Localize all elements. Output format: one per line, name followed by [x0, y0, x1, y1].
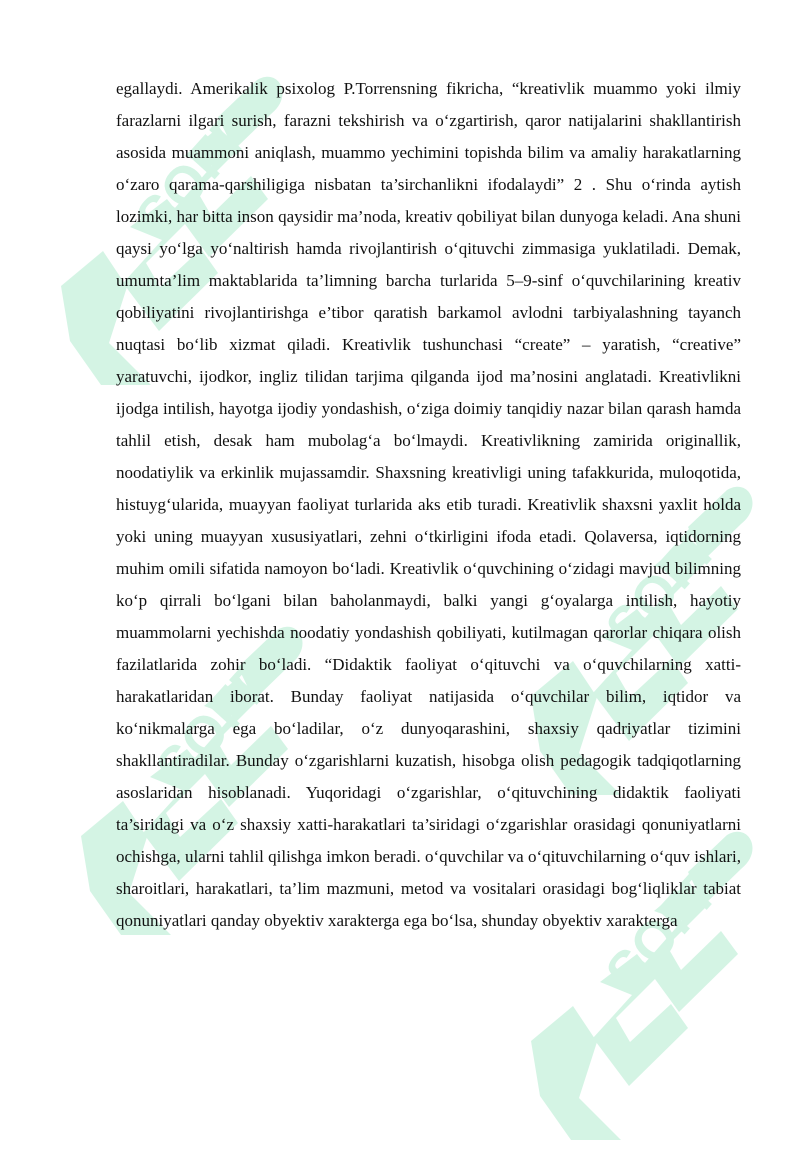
document-paragraph: egallaydi. Amerikalik psixolog P.Torrensning fikricha, “kreativlik muammo yoki ilmiy farazlarni ilgari surish, farazni tekshirish va o‘zgartirish, qaror natijalarini shakllantirish asosida muammoni aniqlash, muammo yechimini topishda bilim va amaliy harakatlarning o‘zaro qarama-qarshiligiga nisbatan ta’sirchanlikni ifodalaydi” 2 . Shu o‘rinda aytish lozimki, har bitta inson qaysidir ma’noda, kreativ qobiliyat bilan dunyoga keladi. Ana shuni qaysi yo‘lga yo‘naltirish hamda rivojlantirish o‘qituvchi zimmasiga yuklatiladi. Demak, umumta’lim maktablarida ta’limning barcha turlarida 5–9-sinf o‘quvchilarining kreativ qobiliyatini rivojlantirishga e’tibor qaratish barkamol avlodni tarbiyalashning tayanch nuqtasi bo‘lib xizmat qiladi. Kreativlik tushunchasi “create” – yaratish, “creative” yaratuvchi, ijodkor, ingliz tilidan tarjima qilganda ijod ma’nosini anglatadi. Kreativlikni ijodga intilish, hayotga ijodiy yondashish, o‘ziga doimiy tanqidiy nazar bilan qarash hamda tahlil etish, desak ham mubolag‘a bo‘lmaydi. Kreativlikning zamirida originallik, noodatiylik va erkinlik mujassamdir. Shaxsning kreativligi uning tafakkurida, muloqotida, histuyg‘ularida, muayyan faoliyat turlarida aks etib turadi. Kreativlik shaxsni yaxlit holda yoki uning muayyan xususiyatlari, zehni o‘tkirligini ifoda etadi. Qolaversa, iqtidorning muhim omili sifatida namoyon bo‘ladi. Kreativlik o‘quvchining o‘zidagi mavjud bilimning ko‘p qirrali bo‘lgani bilan baholanmaydi, balki yangi g‘oyalarga intilish, hayotiy muammolarni yechishda noodatiy yondashish qobiliyati, kutilmagan qarorlar chiqara olish fazilatlarida zohir bo‘ladi. “Didaktik faoliyat o‘qituvchi va o‘quvchilarning xatti-harakatlaridan iborat. Bunday faoliyat natijasida o‘quvchilar bilim, iqtidor va ko‘nikmalarga ega bo‘ladilar, o‘z dunyoqarashini, shaxsiy qadriyatlar tizimini shakllantiradilar. Bunday o‘zgarishlarni kuzatish, hisobga olish pedagogik tadqiqotlarning asoslaridan hisoblanadi. Yuqoridagi o‘zgarishlar, o‘qituvchining didaktik faoliyati ta’siridagi va o‘z shaxsiy xatti-harakatlari ta’siridagi o‘zgarishlar orasidagi qonuniyatlarni ochishga, ularni tahlil qilishga imkon beradi. o‘quvchilar va o‘qituvchilarning o‘quv ishlari, sharoitlari, harakatlari, ta’lim mazmuni, metod va vositalari orasidagi bog‘liqliklar tabiat qonuniyatlari qanday obyektiv xarakterga ega bo‘lsa, shunday obyektiv xarakterga [116, 79, 741, 930]
watermark-text: SOFF [594, 510, 736, 659]
watermark-text: SOFF [144, 650, 286, 799]
watermark-text: SOFF [594, 855, 736, 1004]
watermark-text: SOFF [124, 100, 266, 249]
